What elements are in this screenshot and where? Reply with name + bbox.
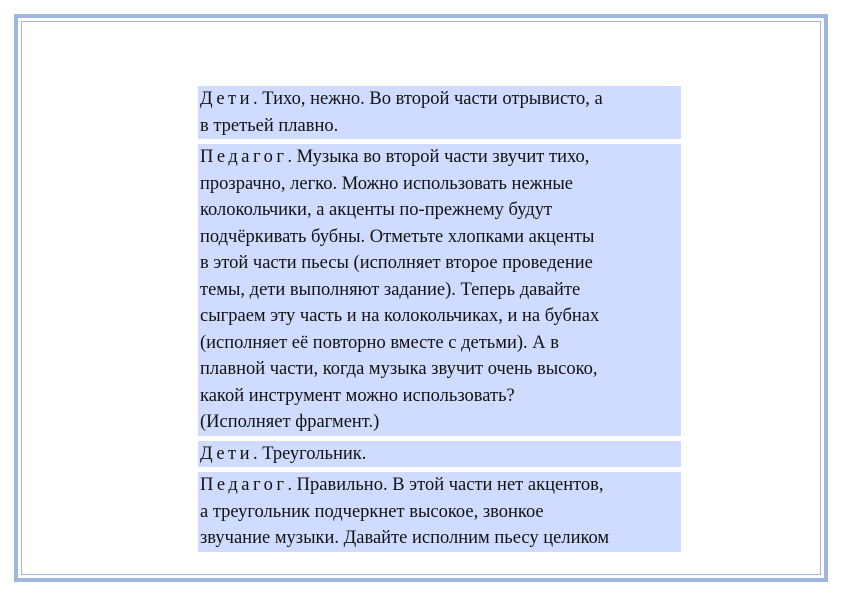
paragraph-text: Тихо, нежно. Во второй части отрывисто, а в третьей плавно. [200,89,603,136]
dialogue-paragraph: Дети. Тихо, нежно. Во второй части отрывисто, а в третьей плавно. [198,86,681,139]
paragraph-text: Музыка во второй части звучит тихо, прозрачно, легко. Можно использовать нежные колокольчики, а акценты по-прежнему будут подчёркивать бубны. Отметьте хлопками акценты в этой части пьесы (исполняет второе проведение темы, дети выполняют задание). Теперь давайте сыграем эту часть и на колокольчиках, и на бубнах (исполняет её повторно вместе с детьми). А в плавной части, когда музыка звучит очень высоко, какой инструмент можно использовать? (Исполняет фрагмент.) [200,147,600,432]
dialogue-paragraph: Дети. Треугольник. [198,441,681,468]
dialogue-paragraph: Педагог. Правильно. В этой части нет акцентов, а треугольник подчеркнет высокое, звонкое звучание музыки. Давайте исполним пьесу целиком [198,472,681,552]
speaker-name: Дети [200,89,254,109]
speaker-name: Педагог [200,475,288,495]
speaker-name: Педагог [200,147,288,167]
dialogue-paragraph: Педагог. Музыка во второй части звучит тихо, прозрачно, легко. Можно использовать нежные колокольчики, а акценты по-прежнему будут подчёркивать бубны. Отметьте хлопками акценты в этой части пьесы (исполняет второе проведение темы, дети выполняют задание). Теперь давайте сыграем эту часть и на колокольчиках, и на бубнах (исполняет её повторно вместе с детьми). А в плавной части, когда музыка звучит очень высоко, какой инструмент можно использовать? (Исполняет фрагмент.) [198,144,681,436]
dialogue-text [198,86,681,557]
paragraph-text: Треугольник. [262,443,367,464]
speaker-name: Дети [200,443,254,464]
paragraph-text: Правильно. В этой части нет акцентов, а треугольник подчеркнет высокое, звонкое звучание музыки. Давайте исполним пьесу целиком [200,475,610,548]
